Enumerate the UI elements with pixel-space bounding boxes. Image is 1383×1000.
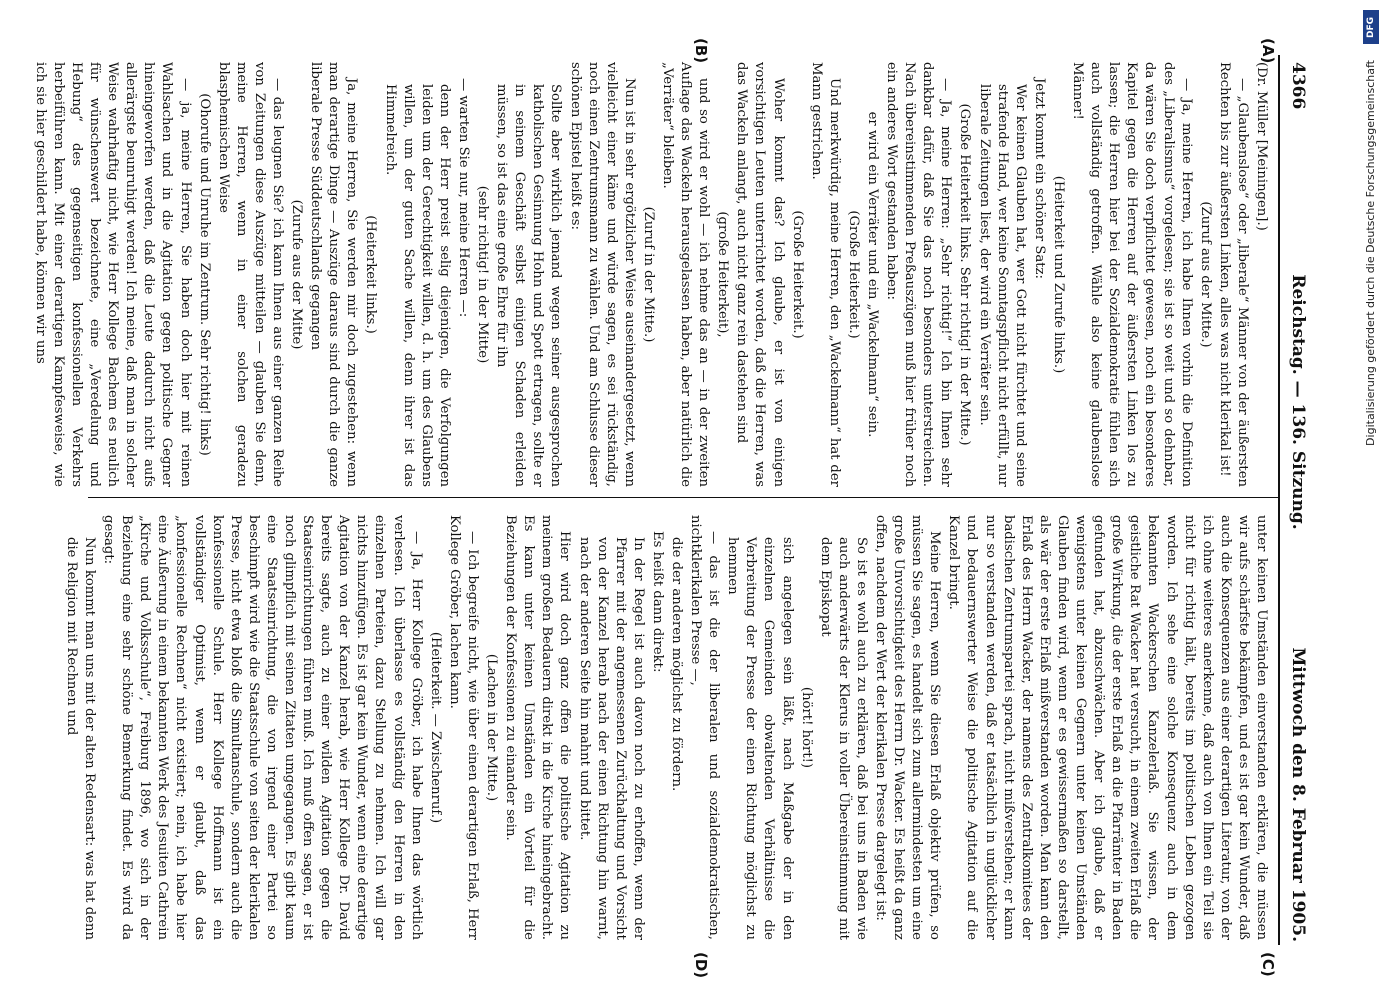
session-date: Mittwoch den 8. Februar 1905. (1288, 647, 1308, 942)
paragraph: Ja, meine Herren, Sie werden mir doch zugestehen: wenn man derartige Dinge — Auszüge daraus sind durch die ganze liberale Presse Süddeutschlands gegangen (308, 62, 360, 487)
quotation: er wird ein Verräter und ein „Wackelmann“ sein. (865, 111, 881, 438)
paragraph: — ja, meine Herren, Sie haben doch hier mit reinen Wahlsachen und in die Agitation gegen politische Gegner hineingeworfen werden, daß die Leute dadurch nicht aufs allerärgste beunruhigt werden! Ich meine, daß man in solcher Weise wahrhaftig nicht, wie Herr Kollege Bachem es neulich für wünschenswert bezeichnete, eine „Veredelung und Hebung“ des gegenseitigen konfessionellen Verkehrs herbeiführen kann. Mit einer derartigen Kampfesweise, wie ich sie hier geschildert habe, können wir uns (32, 62, 193, 487)
paragraph: — „Glaubenslose“ oder „liberale“ Männer von der äußersten Rechten bis zur äußersten Linken, alles was nicht klerikal ist! (1216, 62, 1250, 487)
interjection: (Zurufe aus der Mitte) (289, 199, 305, 350)
interjection: (Große Heiterkeit links. Sehr richtig! in der Mitte.) (957, 103, 973, 446)
quotation: In der Regel ist auch davon noch zu erhoffen, wenn der Pfarrer mit der angemessenen Zurückhaltung und Vorsicht von der Kanzel herab nach der einen Richtung hin warnt, nach der anderen Seite hin mahnt und bittet. (576, 537, 646, 940)
page-title: Reichstag. — 136. Sitzung. (1288, 274, 1308, 530)
paragraph: Nun ist in sehr ergötzlicher Weise auseinandergesetzt, wenn vielleicht einer käme und würde sagen, es sei rückständig, noch einen Zentrumsmann zu wählen. Und am Schlusse dieser schönen Epistel heißt es: (567, 62, 637, 487)
paragraph: — das leugnen Sie? ich kann Ihnen aus einer ganzen Reihe von Zeitungen diese Auszüge mitteilen — glauben Sie denn, meine Herren, wenn in einer solchen geradezu blasphemischen Weise (215, 62, 286, 487)
interjection: (Lachen in der Mitte.) (484, 653, 500, 802)
interjection: (große Heiterkeit), (715, 211, 731, 338)
interjection: (Ohorufe und Unruhe im Zentrum. Sehr richtig! links) (196, 93, 212, 456)
margin-marker-d: (D) (692, 952, 710, 979)
margin-marker-b: (B) (692, 38, 710, 64)
digitization-credit (1362, 10, 1380, 990)
speaker-ref: (Dr. Müller [Meiningen].) (1254, 62, 1269, 231)
document-page (32, 0, 1350, 1000)
interjection: (Zuruf aus der Mitte.) (1197, 201, 1213, 348)
digitization-note: Digitalisierung gefördert durch die Deutsche Forschungsgemeinschaft (1364, 60, 1377, 446)
right-column (63, 515, 1270, 940)
page-header (1286, 62, 1308, 942)
paragraph: und so wird er wohl — ich nehme das an — in der zweiten Auflage das Wackeln herausgelassen haben, aber natürlich die „Verräter“ bleiben. (660, 62, 712, 487)
interjection: (sehr richtig! in der Mitte) (475, 185, 491, 364)
paragraph: Hier wird doch ganz offen die politische Agitation zu meinem großen Bedauern direkt in die Kirche hineingebracht. Es kann unter keinen Umständen ein Vorteil für die Beziehungen der Konfessionen zu einander sein. (503, 515, 573, 940)
interjection: (Zuruf in der Mitte.) (640, 206, 656, 343)
interjection: (Große Heiterkeit.) (845, 210, 861, 339)
dfg-logo: DFG (1363, 10, 1379, 44)
margin-marker-a: (A) (1259, 38, 1277, 64)
paragraph: Jetzt kommt ein schöner Satz: (1031, 78, 1047, 279)
column-divider (88, 497, 1278, 498)
paragraph: Es heißt dann direkt: (649, 531, 665, 673)
paragraph: — Ja, meine Herren, ich habe Ihnen vorhin die Definition des „Liberalismus“ vorgelesen; sie ist so weit und so dehnbar, da wären Sie doch verpflichtet gewesen, noch ein besonderes Kapitel gegen die Herren auf der äußersten Linken los zu lassen; die Herren hier bei der Sozialdemokratie fühlen sich auch vollständig getroffen. Wähle also keine glaubenslose Männer! (1070, 62, 1194, 487)
quotation: Sollte aber wirklich jemand wegen seiner ausgesprochen katholischen Gesinnung Hohn und Spott ertragen, sollte er in seinem Geschäft selbst einigen Schaden erleiden müssen, so ist das eine große Ehre für ihn (494, 84, 564, 487)
quotation: Wer keinen Glauben hat, wer Gott nicht fürchtet und seine strafende Hand, wer keine Sonntagspflicht nicht erfüllt, nur liberale Zeitungen liest, der wird ein Verräter sein. (976, 84, 1028, 487)
quotation: denn der Herr preist selig diejenigen, die Verfolgungen leiden um der Gerechtigkeit willen, d. h. um des Glaubens willen, um der guten Sache willen, denn ihrer ist das Himmelreich. (382, 84, 452, 487)
interjection: (Heiterkeit. — Zwischenruf.) (427, 631, 443, 824)
interjection: (Große Heiterkeit.) (789, 210, 805, 339)
quotation: Nun kommt man uns mit der alten Redensart: was hat denn die Religion mit Rechnen und (63, 537, 97, 940)
interjection: (Heiterkeit und Zurufe links.) (1050, 175, 1066, 374)
paragraph: — Ja, meine Herren: „Sehr richtig!“ Ich bin Ihnen sehr dankbar dafür, daß Sie das noch besonders unterstreichen. Nach übereinstimmenden Preßauszügen muß hier früher noch ein anderes Wort gestanden haben: (884, 62, 954, 487)
paragraph: Woher kommt das? Ich glaube, er ist von einigen vorsichtigen Leuten unterrichtet worden, daß die Herren, was das Wackeln anlangt, auch nicht ganz rein dastehen sind (734, 62, 786, 487)
page-number: 4366 (1288, 62, 1308, 110)
paragraph: — das ist die der liberalen und sozialdemokratischen, nichtklerikalen Presse —, (688, 515, 722, 940)
interjection: (hört! hört!) (798, 686, 814, 769)
quotation: sich angelegen sein läßt, nach Maßgabe der in den einzelnen Gemeinden obwaltenden Verhältnisse die Verbreitung der Presse der einen Richtung möglichst zu hemmen (725, 537, 795, 940)
quotation: So ist es wohl auch zu erklären, daß bei uns in Baden wie auch anderwärts der Klerus in voller Übereinstimmung mit dem Episkopat (817, 537, 869, 940)
margin-marker-c: (C) (1259, 952, 1277, 977)
left-column (32, 62, 1270, 487)
interjection: (Heiterkeit links.) (363, 215, 379, 334)
paragraph: — Ja, Herr Kollege Gröber, ich habe Ihnen das wörtlich verlesen. Ich überlasse es vollständig den Herren in den einzelnen Parteien, dazu Stellung zu nehmen. Ich will gar nichts hinzufügen. Es ist gar kein Wunder, wenn eine derartige Agitation von der Kanzel herab, wie Herr Kollege Dr. David bereits sagte, auch zu einer wilden Agitation gegen die Staatseinrichtungen führen muß. Ich muß offen sagen, er ist noch glimpflich mit seinen Zitaten umgegangen. Es gibt kaum eine Staatseinrichtung, die von irgend einer Partei so beschimpft wird wie die Staatsschule von seiten der klerikalen Presse, nicht etwa bloß die Simultanschule, sondern auch die konfessionelle Schule. Herr Kollege Hoffmann ist ein vollständiger Optimist, wenn er glaubt, daß das „konfessionelle Rechnen“ nicht existiert; nein, ich habe hier eine Äußerung in einem bekannten Werk des Jesuiten Cathrein „Kirche und Volksschule“, Freiburg 1896, wo sich in der Beziehung eine sehr schöne Bemerkung findet. Es wird da gesagt: (101, 515, 424, 940)
paragraph: — warten Sie nur, meine Herren —: (455, 78, 471, 318)
paragraph: Meine Herren, wenn Sie diesen Erlaß objektiv prüfen, so müssen Sie sagen, es handelt sich zum allermindesten um eine große Unvorsichtigkeit des Herrn Dr. Wacker. Es heißt da ganz offen, nachdem der Wert der klerikalen Presse dargelegt ist: (873, 515, 943, 940)
quotation: die der anderen möglichst zu fördern. (669, 537, 684, 792)
header-rule (1278, 55, 1280, 945)
paragraph: Und merkwürdig, meine Herren, den „Wackelmann“ hat der Mann gestrichen. (808, 62, 842, 487)
paragraph: unter keinen Umständen einverstanden erklären, die müssen wir aufs schärfste bekämpfen, und es ist gar kein Wunder, daß auch die Konsequenzen aus einer derartigen Literatur, von der ich ohne weiteres anerkenne, daß auch von Ihnen ein Teil sie nicht für richtig hält, bereits im politischen Leben gezogen worden. Ich sehe eine solche Konsequenz auch in dem bekannten Wackerschen Kanzelerlaß. Sie wissen, der geistliche Rat Wacker hat versucht, in einem zweiten Erlaß die große Wirkung, die der erste Erlaß an die Pfarrämter in Baden gefunden hat, abzuschwächen. Aber ich glaube, daß er wenigstens unter keinen Gegnern unter keinen Umständen Glauben finden wird, wenn er es gewissermaßen so darstellt, als wär der erste Erlaß mißverstanden worden. Man kann den Erlaß des Herrn Wacker, der namens des Zentralkomitees der badischen Zentrumspartei sprach, nicht mißverstehen; er kann nur so verstanden werden, daß er tatsächlich in unglücklicher und bedauernswerter Weise die politische Agitation auf die Kanzel bringt. (946, 515, 1269, 940)
paragraph: — Ich begreife nicht, wie über einen derartigen Erlaß, Herr Kollege Gröber, lachen kann. (446, 515, 480, 940)
